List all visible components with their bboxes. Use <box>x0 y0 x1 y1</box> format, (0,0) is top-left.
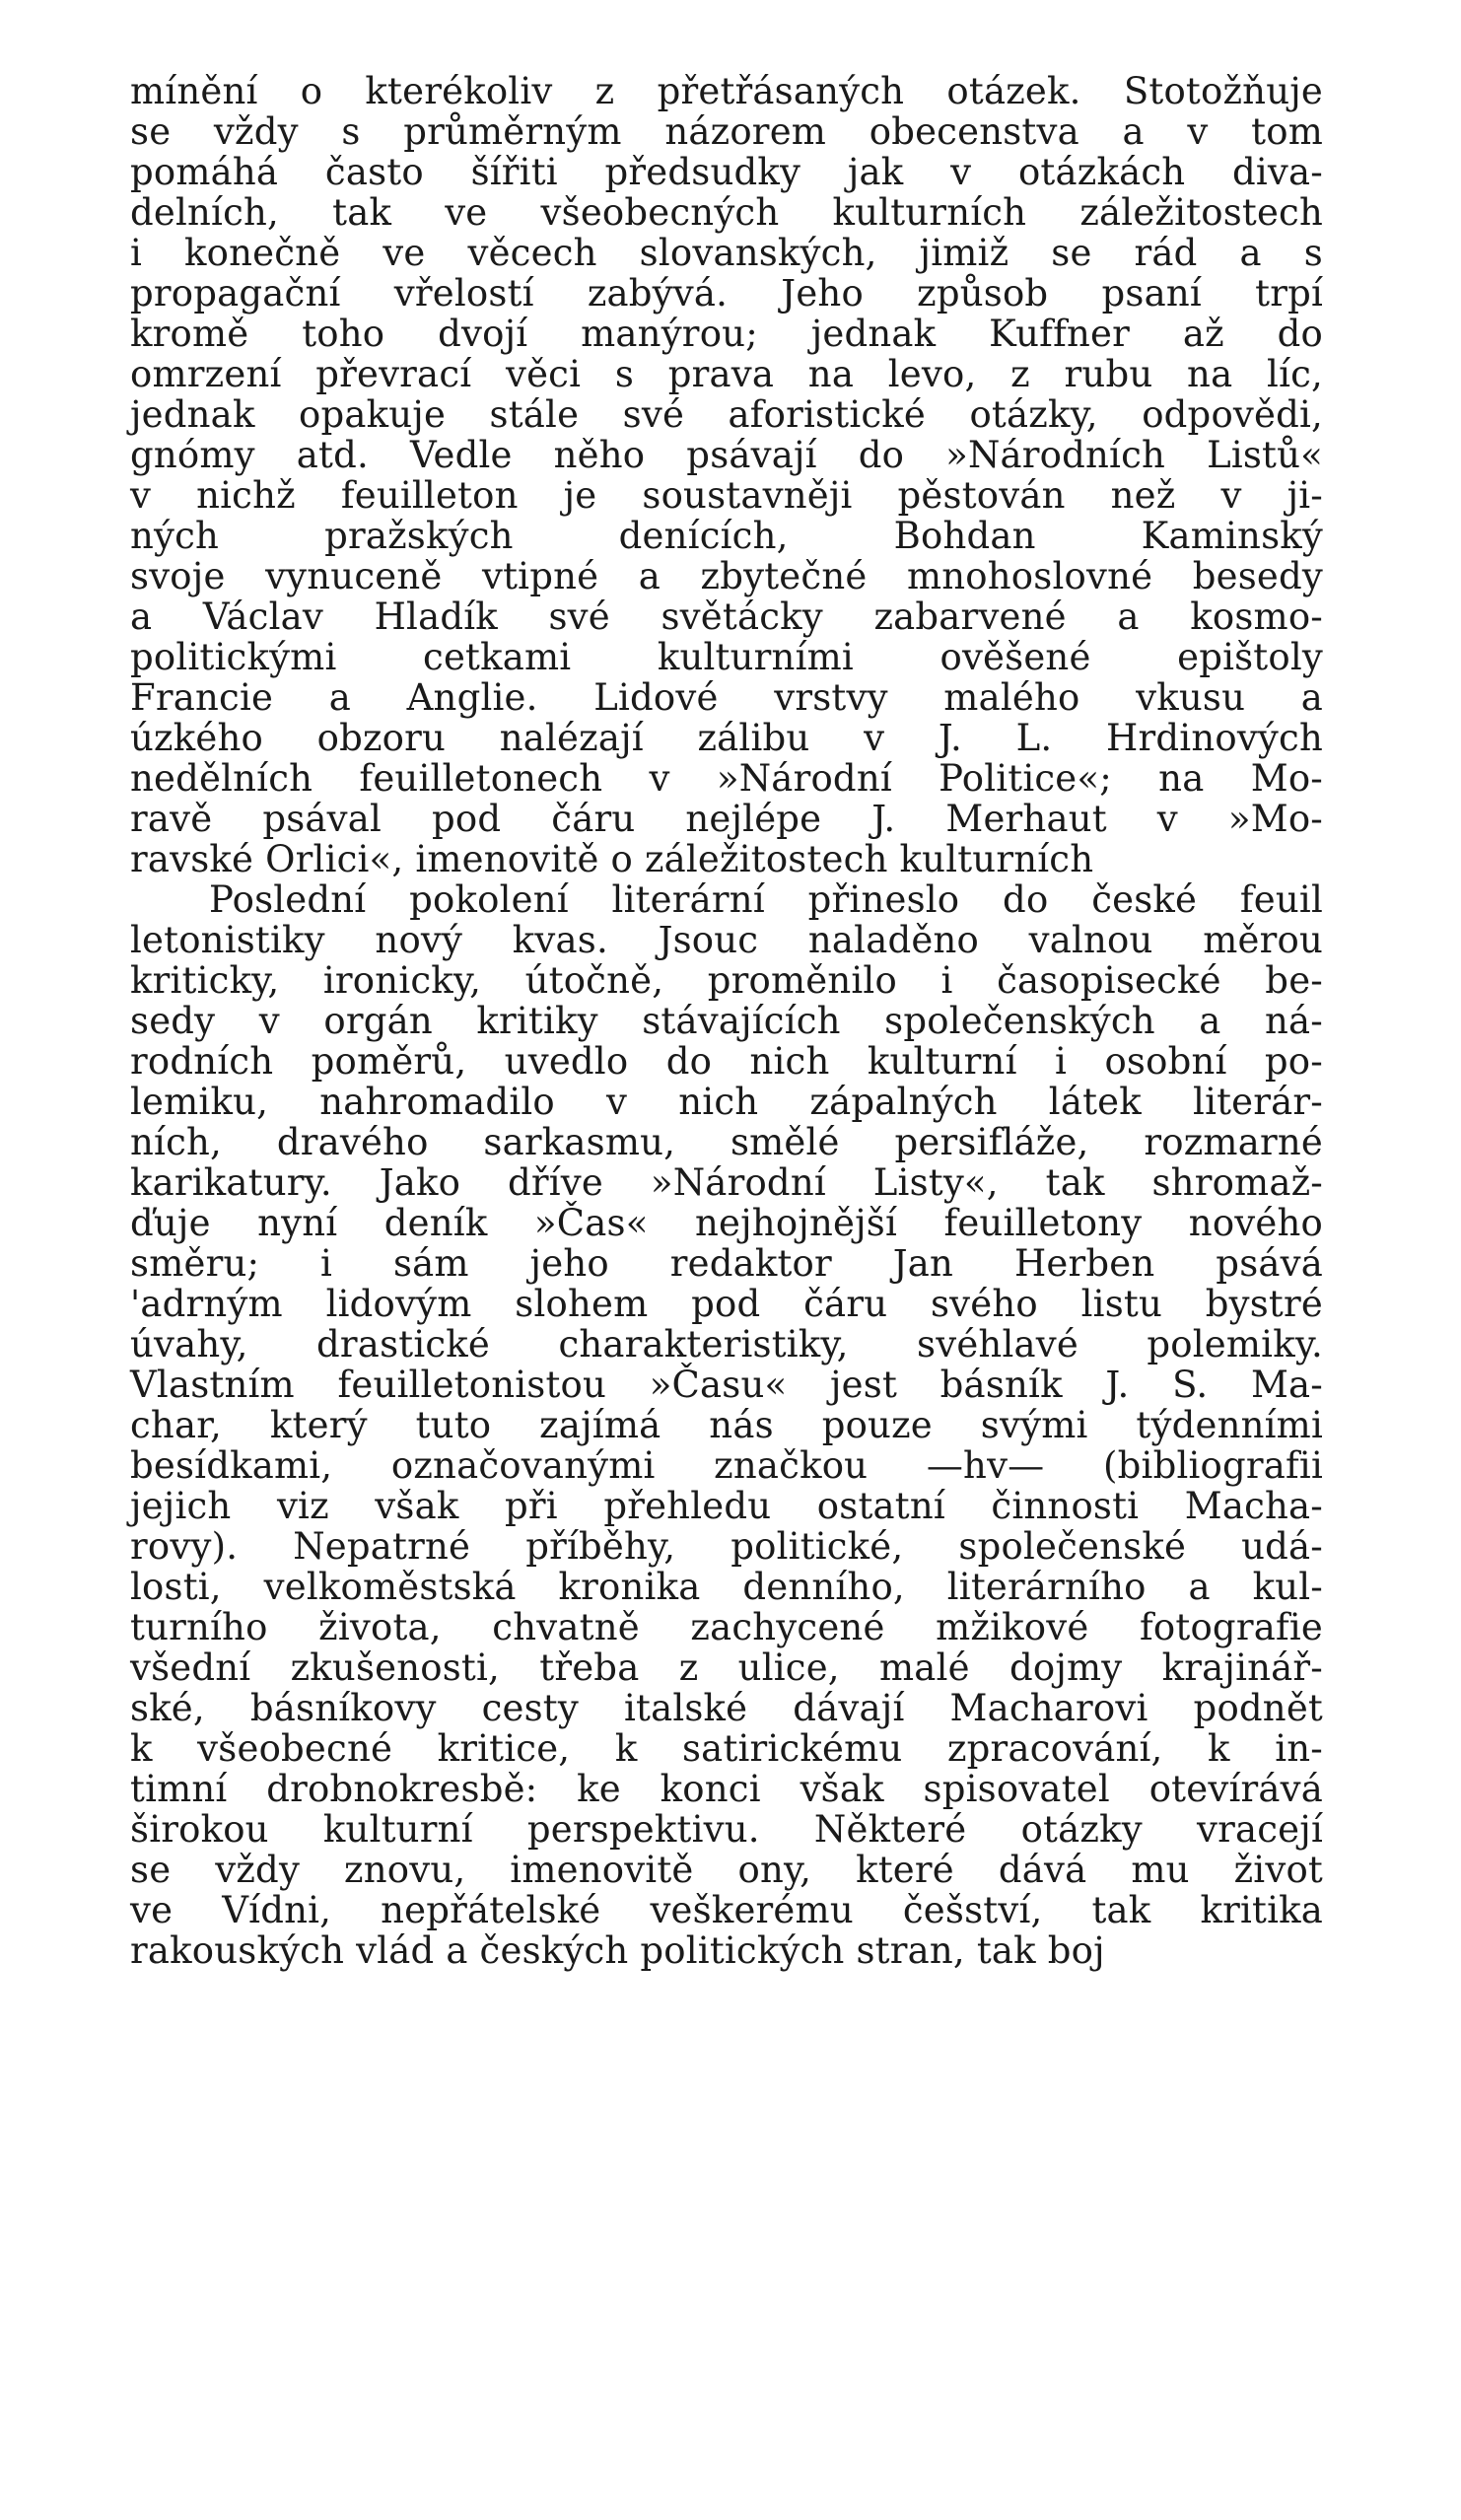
text-line: timní drobnokresbě: ke konci však spisovatel otevírává <box>130 1768 1323 1810</box>
text-line: gnómy atd. Vedle něho psávají do »Národních Listů« <box>130 434 1323 476</box>
paragraph-2 <box>130 879 1323 1971</box>
text-line: ných pražských denících, Bohdan Kaminský <box>130 515 1323 557</box>
text-line: nedělních feuilletonech v »Národní Politice«; na Mo- <box>130 757 1323 800</box>
text-line: všední zkušenosti, třeba z ulice, malé dojmy krajinář- <box>130 1646 1323 1689</box>
text-line: Poslední pokolení literární přineslo do české feuil <box>209 878 1323 921</box>
text-line: ravské Orlici«, imenovitě o záležitostech kulturních <box>130 838 1094 880</box>
text-line: char, který tuto zajímá nás pouze svými týdenními <box>130 1404 1323 1446</box>
text-line: ních, dravého sarkasmu, smělé persifláže, rozmarné <box>130 1121 1323 1163</box>
text-line: pomáhá často šířiti předsudky jak v otázkách diva- <box>130 151 1323 193</box>
text-line: úvahy, drastické charakteristiky, svéhlavé polemiky. <box>130 1323 1323 1365</box>
text-line: ravě psával pod čáru nejlépe J. Merhaut v »Mo- <box>130 798 1323 840</box>
text-line: 'adrným lidovým slohem pod čáru svého listu bystré <box>130 1283 1323 1325</box>
text-line: karikatury. Jako dříve »Národní Listy«, tak shromaž- <box>130 1161 1323 1204</box>
text-line: ve Vídni, nepřátelské veškerému češství, tak kritika <box>130 1889 1323 1931</box>
text-line: svoje vynuceně vtipné a zbytečné mnohoslovné besedy <box>130 555 1323 597</box>
text-line: k všeobecné kritice, k satirickému zpracování, k in- <box>130 1727 1323 1770</box>
text-line: mínění o kterékoliv z přetřásaných otázek. Stotožňuje <box>130 70 1323 112</box>
text-line: jejich viz však při přehledu ostatní činnosti Macha- <box>130 1485 1323 1527</box>
text-line: a Václav Hladík své světácky zabarvené a kosmo- <box>130 595 1323 638</box>
text-line: turního života, chvatně zachycené mžikové fotografie <box>130 1606 1323 1648</box>
paragraph-1 <box>130 71 1323 879</box>
text-line: směru; i sám jeho redaktor Jan Herben psává <box>130 1242 1323 1285</box>
text-line: jednak opakuje stále své aforistické otázky, odpovědi, <box>130 393 1323 436</box>
text-line: rodních poměrů, uvedlo do nich kulturní i osobní po- <box>130 1040 1323 1083</box>
text-line: úzkého obzoru nalézají zálibu v J. L. Hrdinových <box>130 717 1323 759</box>
text-line: ďuje nyní deník »Čas« nejhojnější feuilletony nového <box>130 1202 1323 1244</box>
text-line: širokou kulturní perspektivu. Některé otázky vracejí <box>130 1808 1323 1851</box>
text-line: Francie a Anglie. Lidové vrstvy malého vkusu a <box>130 676 1323 719</box>
text-line: delních, tak ve všeobecných kulturních záležitostech <box>130 191 1323 234</box>
text-line: letonistiky nový kvas. Jsouc naladěno valnou měrou <box>130 919 1323 961</box>
text-line: lemiku, nahromadilo v nich zápalných látek literár- <box>130 1081 1323 1123</box>
text-line: omrzení převrací věci s prava na levo, z rubu na líc, <box>130 353 1323 395</box>
text-line: Vlastním feuilletonistou »Času« jest básník J. S. Ma- <box>130 1364 1323 1406</box>
text-line: politickými cetkami kulturními ověšené epištoly <box>130 636 1323 678</box>
text-line: rovy). Nepatrné příběhy, politické, společenské udá- <box>130 1525 1323 1568</box>
text-line: sedy v orgán kritiky stávajících společenských a ná- <box>130 1000 1323 1042</box>
text-line: v nichž feuilleton je soustavněji pěstován než v ji- <box>130 474 1323 517</box>
text-line: kriticky, ironicky, útočně, proměnilo i časopisecké be- <box>130 959 1323 1002</box>
text-line: besídkami, označovanými značkou —hv— (bibliografii <box>130 1444 1323 1487</box>
text-line: i konečně ve věcech slovanských, jimiž se rád a s <box>130 232 1323 274</box>
text-line: losti, velkoměstská kronika denního, literárního a kul- <box>130 1566 1323 1608</box>
text-line: kromě toho dvojí manýrou; jednak Kuffner až do <box>130 313 1323 355</box>
text-line: rakouských vlád a českých politických stran, tak boj <box>130 1929 1105 1972</box>
document-page <box>130 71 1323 1971</box>
text-line: se vždy znovu, imenovitě ony, které dává mu život <box>130 1849 1323 1891</box>
text-line: propagační vřelostí zabývá. Jeho způsob psaní trpí <box>130 272 1323 315</box>
text-line: se vždy s průměrným názorem obecenstva a v tom <box>130 110 1323 153</box>
text-line: ské, básníkovy cesty italské dávají Macharovi podnět <box>130 1687 1323 1729</box>
